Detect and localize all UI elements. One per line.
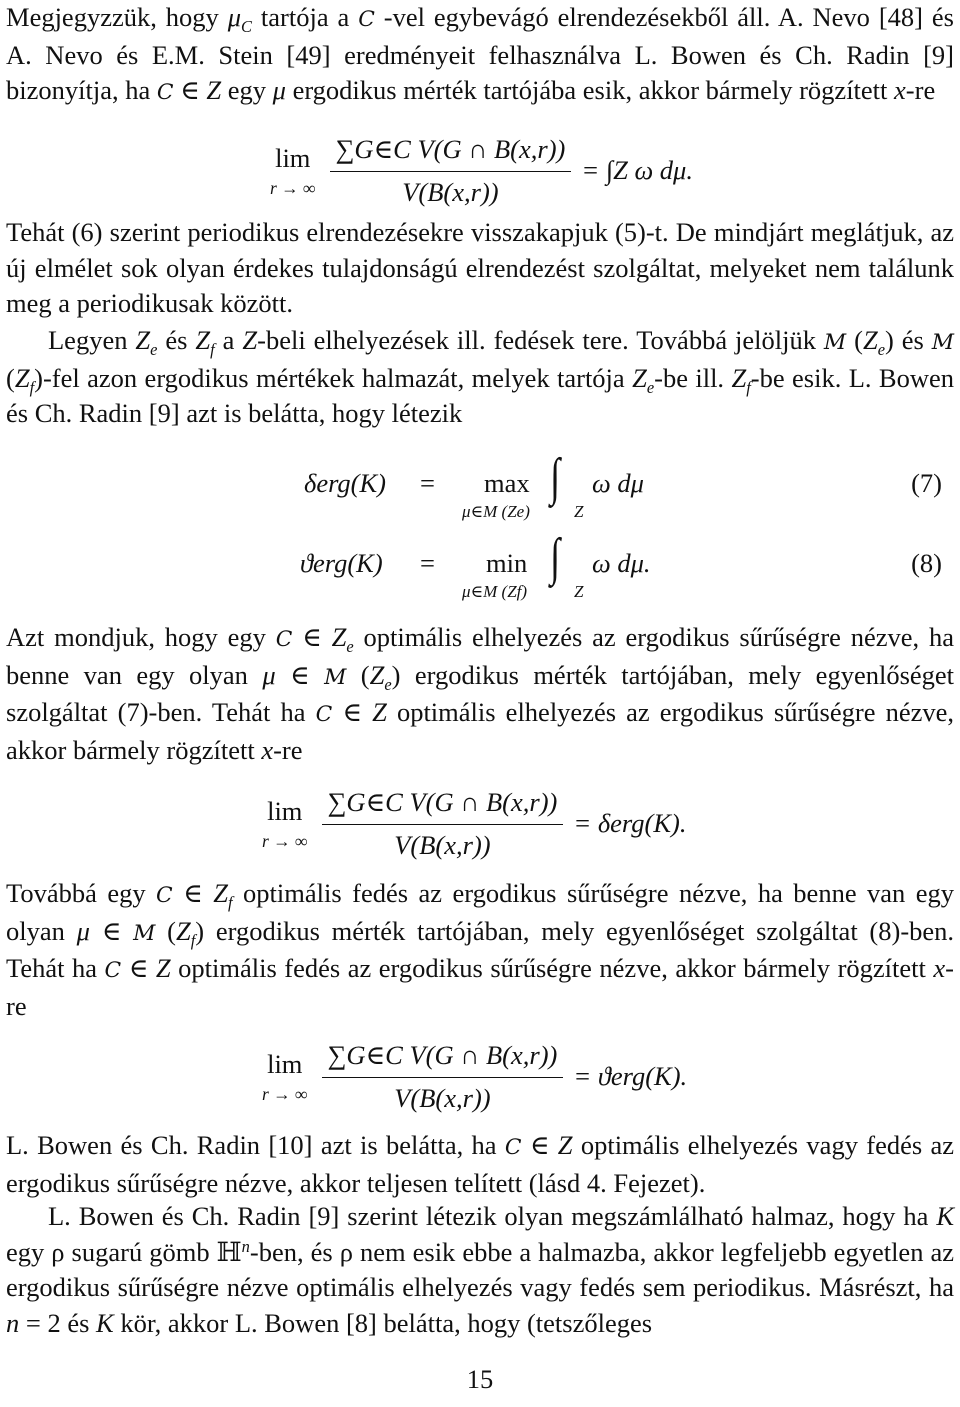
equation-7-integrand: ω dμ: [592, 468, 644, 498]
fraction: [330, 132, 572, 210]
equation-limit-covering: [262, 1038, 762, 1116]
limit-operator: lim r → ∞: [270, 143, 316, 198]
equation-8: [0, 529, 948, 608]
paragraph-5-text: Továbbá egy C ∈ $Z_f$ optimális fedés az ergodikus sűrűségre nézve, ha benne van egy olyan μ ∈ M $(Z_f)$ ergodikus mérték tartójában, mely egyenlőséget szolgáltat (8)-ben. Tehát ha C ∈ Z optimális fedés az ergodikus sűrűségre nézve, akkor bármely rögzített x-re: [6, 878, 955, 1021]
equation-8-number: (8): [911, 548, 942, 578]
equation-limit-packing: [262, 785, 762, 863]
paragraph-4-text: Azt mondjuk, hogy egy C ∈ $Z_e$ optimális elhelyezés az ergodikus sűrűségre nézve, ha benne van egy olyan μ ∈ M $(Z_e)$ ergodikus mérték tartójában, mely egyenlőséget szolgáltat (7)-ben. Tehát ha C ∈ Z optimális elhelyezés az ergodikus sűrűségre nézve, akkor bármely rögzített x-re: [6, 622, 955, 765]
fraction-numerator: ∑G∈C V(G ∩ B(x,r)): [322, 785, 564, 825]
paragraph-7-text: L. Bowen és Ch. Radin [9] szerint létezik olyan megszámlálható halmaz, hogy ha K egy ρ sugarú gömb ℍ$^n$-ben, és ρ nem esik ebbe a halmazba, akkor legfeljebb egyetlen az ergodikus sűrűségre nézve optimális elhelyezés vagy fedés sem periodikus. Másrészt, ha n = 2 és K kör, akkor L. Bowen [8] belátta, hogy (tetszőleges: [6, 1201, 954, 1338]
equation-rhs: = δerg(K).: [573, 808, 687, 839]
fraction: [322, 1038, 564, 1116]
equation-limit-density: [270, 132, 770, 210]
paragraph-4: [6, 620, 954, 768]
equation-7-number: (7): [911, 468, 942, 498]
equation-8-operator: min: [486, 548, 528, 578]
equation-rhs: = ∫Z ω dμ.: [581, 155, 693, 186]
fraction: [322, 785, 564, 863]
paragraph-6: [6, 1128, 954, 1201]
fraction-denominator: V(B(x,r)): [402, 176, 499, 207]
paragraph-2: [6, 215, 954, 322]
paragraph-1-text: Megjegyzzük, hogy $\mu_C$ tartója a C -vel egybevágó elrendezésekből áll. A. Nevo [48] és A. Nevo és E.M. Stein [49] eredményeit felhasználva L. Bowen és Ch. Radin [9] bizonyítja, ha C ∈ Z egy μ ergodikus mérték tartójába esik, akkor bármely rögzített x-re: [6, 2, 954, 105]
equation-8-integral: ∫: [550, 529, 561, 586]
limit-operator: lim r → ∞: [262, 796, 308, 851]
limit-operator: lim r → ∞: [262, 1049, 308, 1104]
equation-8-relation: =: [420, 548, 435, 578]
paragraph-7: [6, 1199, 954, 1341]
fraction-denominator: V(B(x,r)): [394, 1082, 491, 1113]
equation-8-lhs: ϑerg(K): [300, 548, 383, 578]
equation-8-integrand: ω dμ.: [592, 548, 651, 578]
paragraph-6-text: L. Bowen és Ch. Radin [10] azt is belátta, ha C ∈ Z optimális elhelyezés vagy fedés az ergodikus sűrűségre nézve, akkor teljesen telített (lásd 4. Fejezet).: [6, 1130, 954, 1198]
equation-7-int-subscript: Z: [574, 502, 584, 521]
equation-7-under: μ∈M (Ze): [462, 502, 530, 521]
equation-8-int-subscript: Z: [574, 582, 584, 601]
fraction-numerator: ∑G∈C V(G ∩ B(x,r)): [330, 132, 572, 172]
equation-7-operator: max: [484, 468, 530, 498]
fraction-numerator: ∑G∈C V(G ∩ B(x,r)): [322, 1038, 564, 1078]
equation-7-integral: ∫: [550, 449, 561, 506]
fraction-denominator: V(B(x,r)): [394, 829, 491, 860]
page-number: 15: [466, 1364, 494, 1394]
equation-7-lhs: δerg(K): [304, 468, 386, 498]
equation-7: [0, 449, 948, 528]
paragraph-5: [6, 876, 954, 1024]
equation-7-relation: =: [420, 468, 435, 498]
paragraph-3-text: Legyen $Z_e$ és $Z_f$ a Z-beli elhelyezések ill. fedések tere. Továbbá jelöljük M $(Z_e)$ és M $(Z_f)$-fel azon ergodikus mértékek halmazát, melyek tartója $Z_e-be$ ill. $Z_f-be$ esik. L. Bowen és Ch. Radin [9] azt is belátta, hogy létezik: [6, 325, 955, 428]
equation-rhs: = ϑerg(K).: [573, 1061, 688, 1092]
equation-8-under: μ∈M (Zf): [462, 582, 528, 601]
paragraph-3: [6, 323, 954, 432]
paragraph-2-text: Tehát (6) szerint periodikus elrendezésekre visszakapjuk (5)-t. De mindjárt meglátjuk, az új elmélet sok olyan érdekes tulajdonságú elrendezést szolgáltat, melyeket nem találunk meg a periodikusak között.: [6, 217, 954, 318]
paragraph-1: [6, 0, 954, 111]
